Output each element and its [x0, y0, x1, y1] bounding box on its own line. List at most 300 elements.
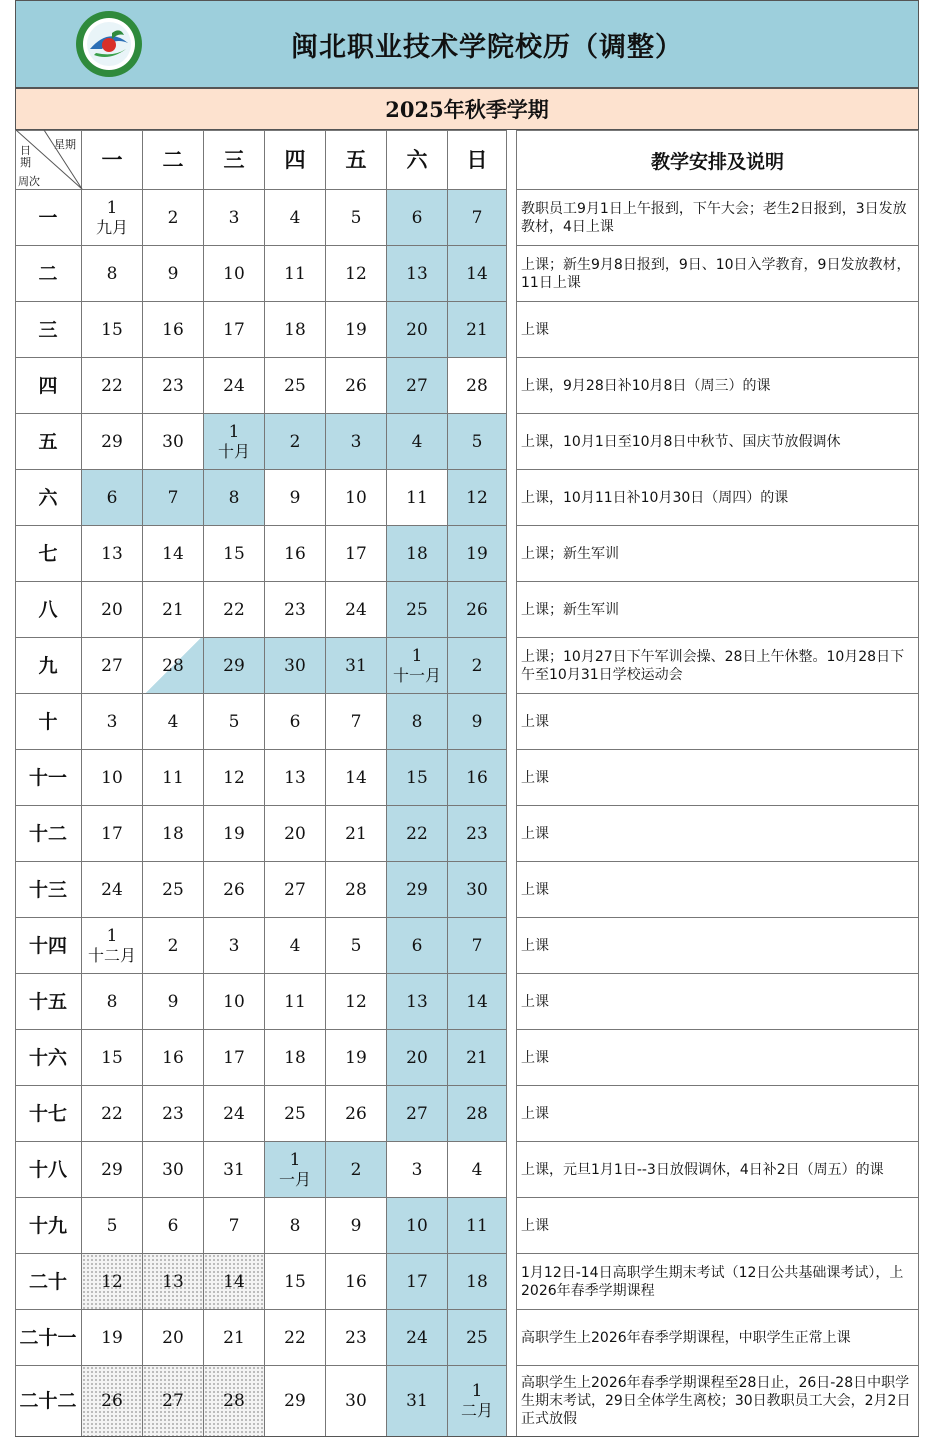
date-number: 4 — [167, 711, 179, 732]
date-cell — [448, 694, 507, 750]
date-cell — [143, 806, 204, 862]
date-number: 22 — [101, 1103, 123, 1124]
date-number: 1 — [106, 197, 118, 218]
date-cell — [82, 582, 143, 638]
date-number: 19 — [345, 1047, 367, 1068]
date-cell — [448, 862, 507, 918]
date-cell — [448, 1254, 507, 1310]
date-cell — [204, 1254, 265, 1310]
date-number: 20 — [284, 823, 306, 844]
date-number: 11 — [284, 991, 306, 1012]
date-cell — [448, 302, 507, 358]
date-cell — [265, 694, 326, 750]
date-number: 12 — [101, 1271, 123, 1292]
date-cell — [265, 1030, 326, 1086]
date-cell — [265, 190, 326, 246]
date-number: 17 — [406, 1271, 428, 1292]
date-cell — [82, 1030, 143, 1086]
date-cell — [204, 1310, 265, 1366]
date-cell — [448, 1198, 507, 1254]
date-cell — [326, 1142, 387, 1198]
week-label: 六 — [15, 470, 82, 526]
date-number: 29 — [223, 655, 245, 676]
date-number: 23 — [284, 599, 306, 620]
date-cell — [265, 358, 326, 414]
day-header: 日 — [448, 130, 507, 190]
date-number: 1 — [471, 1381, 483, 1401]
day-header: 六 — [387, 130, 448, 190]
date-number: 18 — [406, 543, 428, 564]
date-cell — [265, 470, 326, 526]
date-number: 26 — [345, 375, 367, 396]
date-number: 9 — [471, 711, 483, 732]
week-label: 十八 — [15, 1142, 82, 1198]
date-number: 30 — [162, 1159, 184, 1180]
month-label: 二月 — [460, 1401, 493, 1420]
date-number: 20 — [406, 1047, 428, 1068]
date-number: 15 — [406, 767, 428, 788]
date-cell — [448, 582, 507, 638]
corner-header — [15, 130, 82, 190]
date-number: 26 — [466, 599, 488, 620]
day-header: 一 — [82, 130, 143, 190]
schedule-note: 上课，元旦1月1日--3日放假调休，4日补2日（周五）的课 — [516, 1142, 919, 1198]
date-cell — [326, 694, 387, 750]
schedule-note: 上课 — [516, 862, 919, 918]
date-cell — [143, 302, 204, 358]
date-cell — [448, 190, 507, 246]
date-number: 28 — [162, 655, 184, 676]
date-cell — [387, 862, 448, 918]
date-number: 24 — [223, 1103, 245, 1124]
date-cell — [143, 1086, 204, 1142]
date-cell — [387, 638, 448, 694]
schedule-note: 上课 — [516, 694, 919, 750]
date-number: 8 — [228, 487, 240, 508]
date-cell — [265, 302, 326, 358]
date-number: 1 — [289, 1149, 301, 1170]
semester-band — [15, 88, 919, 130]
date-number: 18 — [284, 319, 306, 340]
date-number: 10 — [345, 487, 367, 508]
date-cell — [387, 974, 448, 1030]
date-number: 21 — [466, 1047, 488, 1068]
date-cell — [204, 358, 265, 414]
week-label: 九 — [15, 638, 82, 694]
month-label: 九月 — [95, 217, 128, 237]
date-cell — [204, 526, 265, 582]
date-cell — [265, 1310, 326, 1366]
week-label: 二十二 — [15, 1366, 82, 1437]
date-cell — [387, 526, 448, 582]
date-cell — [265, 974, 326, 1030]
date-cell — [387, 750, 448, 806]
date-cell — [143, 414, 204, 470]
week-label: 二十一 — [15, 1310, 82, 1366]
date-cell — [326, 806, 387, 862]
date-number: 5 — [471, 431, 483, 452]
date-cell — [204, 1142, 265, 1198]
date-cell — [82, 470, 143, 526]
date-number: 8 — [411, 711, 423, 732]
date-number: 2 — [167, 935, 179, 956]
date-cell — [326, 1254, 387, 1310]
date-cell — [326, 750, 387, 806]
date-cell — [82, 1254, 143, 1310]
date-number: 13 — [406, 991, 428, 1012]
date-number: 14 — [345, 767, 367, 788]
date-number: 13 — [162, 1271, 184, 1292]
date-cell — [448, 1310, 507, 1366]
date-cell — [143, 358, 204, 414]
date-cell — [204, 694, 265, 750]
date-cell — [387, 358, 448, 414]
schedule-note: 上课；新生9月8日报到，9日、10日入学教育，9日发放教材，11日上课 — [516, 246, 919, 302]
date-cell — [326, 1198, 387, 1254]
date-cell — [143, 862, 204, 918]
schedule-note: 上课 — [516, 1086, 919, 1142]
date-number: 5 — [350, 935, 362, 956]
date-number: 30 — [162, 431, 184, 452]
date-number: 30 — [284, 655, 306, 676]
date-cell — [265, 750, 326, 806]
date-number: 11 — [284, 263, 306, 284]
date-cell — [82, 806, 143, 862]
date-number: 19 — [466, 543, 488, 564]
date-cell — [387, 1030, 448, 1086]
date-cell — [387, 1086, 448, 1142]
date-cell — [82, 918, 143, 974]
date-number: 6 — [411, 207, 423, 228]
date-cell — [143, 246, 204, 302]
date-cell — [448, 638, 507, 694]
schedule-note: 上课 — [516, 1030, 919, 1086]
date-number: 31 — [223, 1159, 245, 1180]
date-number: 27 — [406, 1103, 428, 1124]
date-cell — [326, 918, 387, 974]
date-cell — [82, 246, 143, 302]
date-number: 30 — [345, 1391, 367, 1411]
date-cell — [204, 1086, 265, 1142]
schedule-note: 上课；新生军训 — [516, 582, 919, 638]
date-cell — [143, 1142, 204, 1198]
date-cell — [204, 582, 265, 638]
date-cell — [387, 694, 448, 750]
date-number: 17 — [223, 1047, 245, 1068]
date-cell — [82, 414, 143, 470]
date-cell — [265, 1254, 326, 1310]
date-cell — [326, 526, 387, 582]
date-number: 6 — [411, 935, 423, 956]
date-cell — [448, 414, 507, 470]
date-cell — [387, 1142, 448, 1198]
date-number: 10 — [406, 1215, 428, 1236]
date-cell — [448, 470, 507, 526]
date-cell — [143, 694, 204, 750]
date-cell — [143, 1030, 204, 1086]
date-number: 22 — [223, 599, 245, 620]
date-cell — [265, 1086, 326, 1142]
week-label: 五 — [15, 414, 82, 470]
date-number: 1 — [228, 421, 240, 442]
schedule-note: 上课 — [516, 918, 919, 974]
date-number: 7 — [228, 1215, 240, 1236]
date-cell — [204, 750, 265, 806]
date-number: 23 — [466, 823, 488, 844]
week-label: 四 — [15, 358, 82, 414]
date-number: 7 — [471, 207, 483, 228]
date-number: 31 — [345, 655, 367, 676]
date-number: 15 — [101, 319, 123, 340]
date-number: 9 — [167, 991, 179, 1012]
date-number: 24 — [223, 375, 245, 396]
date-number: 19 — [101, 1327, 123, 1348]
date-number: 12 — [345, 263, 367, 284]
day-header: 四 — [265, 130, 326, 190]
date-number: 9 — [350, 1215, 362, 1236]
date-number: 5 — [228, 711, 240, 732]
date-number: 14 — [466, 991, 488, 1012]
date-number: 16 — [466, 767, 488, 788]
date-cell — [143, 638, 204, 694]
date-number: 24 — [406, 1327, 428, 1348]
date-cell — [387, 582, 448, 638]
date-number: 25 — [284, 375, 306, 396]
date-number: 29 — [406, 879, 428, 900]
date-cell — [448, 1142, 507, 1198]
date-number: 6 — [167, 1215, 179, 1236]
date-cell — [82, 750, 143, 806]
date-number: 21 — [223, 1327, 245, 1348]
schedule-note: 上课；10月27日下午军训会操、28日上午休整。10月28日下午至10月31日学校运动会 — [516, 638, 919, 694]
date-number: 21 — [162, 599, 184, 620]
date-number: 14 — [466, 263, 488, 284]
date-cell — [387, 806, 448, 862]
date-number: 24 — [101, 879, 123, 900]
date-cell — [326, 246, 387, 302]
date-cell — [326, 638, 387, 694]
date-cell — [204, 190, 265, 246]
date-number: 22 — [284, 1327, 306, 1348]
date-number: 25 — [466, 1327, 488, 1348]
date-number: 30 — [466, 879, 488, 900]
date-cell — [387, 1310, 448, 1366]
date-cell — [204, 806, 265, 862]
date-number: 2 — [289, 431, 301, 452]
date-number: 4 — [289, 207, 301, 228]
date-cell — [82, 302, 143, 358]
schedule-note: 上课；新生军训 — [516, 526, 919, 582]
date-cell — [387, 1366, 448, 1437]
day-header: 二 — [143, 130, 204, 190]
date-cell — [326, 1086, 387, 1142]
date-cell — [143, 750, 204, 806]
schedule-note: 1月12日-14日高职学生期末考试（12日公共基础课考试），上2026年春季学期课程 — [516, 1254, 919, 1310]
date-cell — [448, 1366, 507, 1437]
date-number: 4 — [289, 935, 301, 956]
date-cell — [448, 806, 507, 862]
date-number: 10 — [101, 767, 123, 788]
date-cell — [82, 190, 143, 246]
date-number: 22 — [101, 375, 123, 396]
date-number: 19 — [223, 823, 245, 844]
date-number: 3 — [350, 431, 362, 452]
date-cell — [82, 862, 143, 918]
date-number: 16 — [162, 319, 184, 340]
date-cell — [387, 414, 448, 470]
date-number: 16 — [162, 1047, 184, 1068]
week-label: 十三 — [15, 862, 82, 918]
date-cell — [143, 1366, 204, 1437]
date-number: 11 — [466, 1215, 488, 1236]
date-number: 15 — [284, 1271, 306, 1292]
week-label: 二 — [15, 246, 82, 302]
date-cell — [82, 1086, 143, 1142]
date-number: 12 — [223, 767, 245, 788]
date-cell — [326, 190, 387, 246]
date-number: 9 — [289, 487, 301, 508]
date-number: 26 — [101, 1391, 123, 1411]
date-number: 3 — [106, 711, 118, 732]
date-cell — [82, 694, 143, 750]
date-cell — [82, 638, 143, 694]
week-label: 七 — [15, 526, 82, 582]
date-cell — [387, 190, 448, 246]
date-cell — [448, 750, 507, 806]
date-cell — [265, 526, 326, 582]
date-number: 10 — [223, 991, 245, 1012]
date-cell — [204, 918, 265, 974]
date-number: 26 — [223, 879, 245, 900]
schedule-note: 上课，9月28日补10月8日（周三）的课 — [516, 358, 919, 414]
week-label: 三 — [15, 302, 82, 358]
week-label: 十四 — [15, 918, 82, 974]
date-number: 4 — [471, 1159, 483, 1180]
date-cell — [326, 582, 387, 638]
date-cell — [448, 526, 507, 582]
schedule-note: 教职员工9月1日上午报到，下午大会；老生2日报到，3日发放教材，4日上课 — [516, 190, 919, 246]
date-cell — [265, 414, 326, 470]
date-cell — [143, 1198, 204, 1254]
date-cell — [387, 246, 448, 302]
date-number: 7 — [350, 711, 362, 732]
date-cell — [204, 1198, 265, 1254]
date-number: 8 — [106, 263, 118, 284]
date-cell — [143, 582, 204, 638]
date-cell — [265, 1198, 326, 1254]
schedule-note: 上课 — [516, 974, 919, 1030]
date-number: 17 — [223, 319, 245, 340]
month-label: 十二月 — [87, 945, 136, 965]
date-number: 2 — [350, 1159, 362, 1180]
date-number: 11 — [406, 487, 428, 508]
date-cell — [387, 1254, 448, 1310]
date-number: 18 — [162, 823, 184, 844]
date-number: 15 — [223, 543, 245, 564]
corner-date-label: 日期 — [20, 144, 31, 169]
date-number: 17 — [101, 823, 123, 844]
date-cell — [265, 582, 326, 638]
week-label: 十二 — [15, 806, 82, 862]
date-cell — [448, 1030, 507, 1086]
week-label: 十五 — [15, 974, 82, 1030]
date-cell — [143, 526, 204, 582]
date-cell — [143, 190, 204, 246]
notes-header: 教学安排及说明 — [516, 130, 919, 190]
date-number: 8 — [289, 1215, 301, 1236]
week-label: 十七 — [15, 1086, 82, 1142]
date-number: 24 — [345, 599, 367, 620]
date-number: 20 — [406, 319, 428, 340]
date-cell — [448, 358, 507, 414]
date-number: 3 — [228, 935, 240, 956]
date-number: 6 — [106, 487, 118, 508]
date-number: 28 — [466, 1103, 488, 1124]
day-header: 五 — [326, 130, 387, 190]
date-number: 3 — [228, 207, 240, 228]
week-label: 十九 — [15, 1198, 82, 1254]
date-number: 6 — [289, 711, 301, 732]
date-cell — [82, 1198, 143, 1254]
page-title: 闽北职业技术学院校历（调整） — [291, 31, 683, 63]
date-cell — [448, 974, 507, 1030]
date-cell — [204, 1030, 265, 1086]
date-number: 28 — [223, 1391, 245, 1411]
date-number: 25 — [406, 599, 428, 620]
date-cell — [326, 974, 387, 1030]
date-cell — [265, 638, 326, 694]
date-number: 25 — [284, 1103, 306, 1124]
date-cell — [265, 1366, 326, 1437]
date-cell — [265, 246, 326, 302]
date-cell — [326, 470, 387, 526]
date-number: 16 — [345, 1271, 367, 1292]
date-number: 7 — [167, 487, 179, 508]
date-cell — [204, 246, 265, 302]
date-cell — [82, 974, 143, 1030]
title-band — [15, 0, 919, 88]
date-number: 16 — [284, 543, 306, 564]
date-number: 7 — [471, 935, 483, 956]
date-cell — [265, 918, 326, 974]
schedule-note: 高职学生上2026年春季学期课程，中职学生正常上课 — [516, 1310, 919, 1366]
date-cell — [204, 414, 265, 470]
date-number: 29 — [101, 1159, 123, 1180]
corner-week-label: 周次 — [18, 175, 40, 188]
date-number: 14 — [223, 1271, 245, 1292]
date-number: 13 — [406, 263, 428, 284]
schedule-note: 上课 — [516, 750, 919, 806]
date-number: 27 — [101, 655, 123, 676]
date-cell — [326, 1310, 387, 1366]
date-cell — [82, 526, 143, 582]
date-number: 2 — [471, 655, 483, 676]
date-number: 18 — [466, 1271, 488, 1292]
date-cell — [204, 974, 265, 1030]
date-number: 10 — [223, 263, 245, 284]
date-number: 27 — [406, 375, 428, 396]
date-cell — [204, 1366, 265, 1437]
date-cell — [204, 302, 265, 358]
date-number: 3 — [411, 1159, 423, 1180]
date-number: 2 — [167, 207, 179, 228]
date-number: 5 — [106, 1215, 118, 1236]
date-number: 1 — [411, 645, 423, 666]
date-cell — [82, 358, 143, 414]
date-number: 23 — [162, 375, 184, 396]
schedule-note: 上课，10月11日补10月30日（周四）的课 — [516, 470, 919, 526]
date-number: 18 — [284, 1047, 306, 1068]
